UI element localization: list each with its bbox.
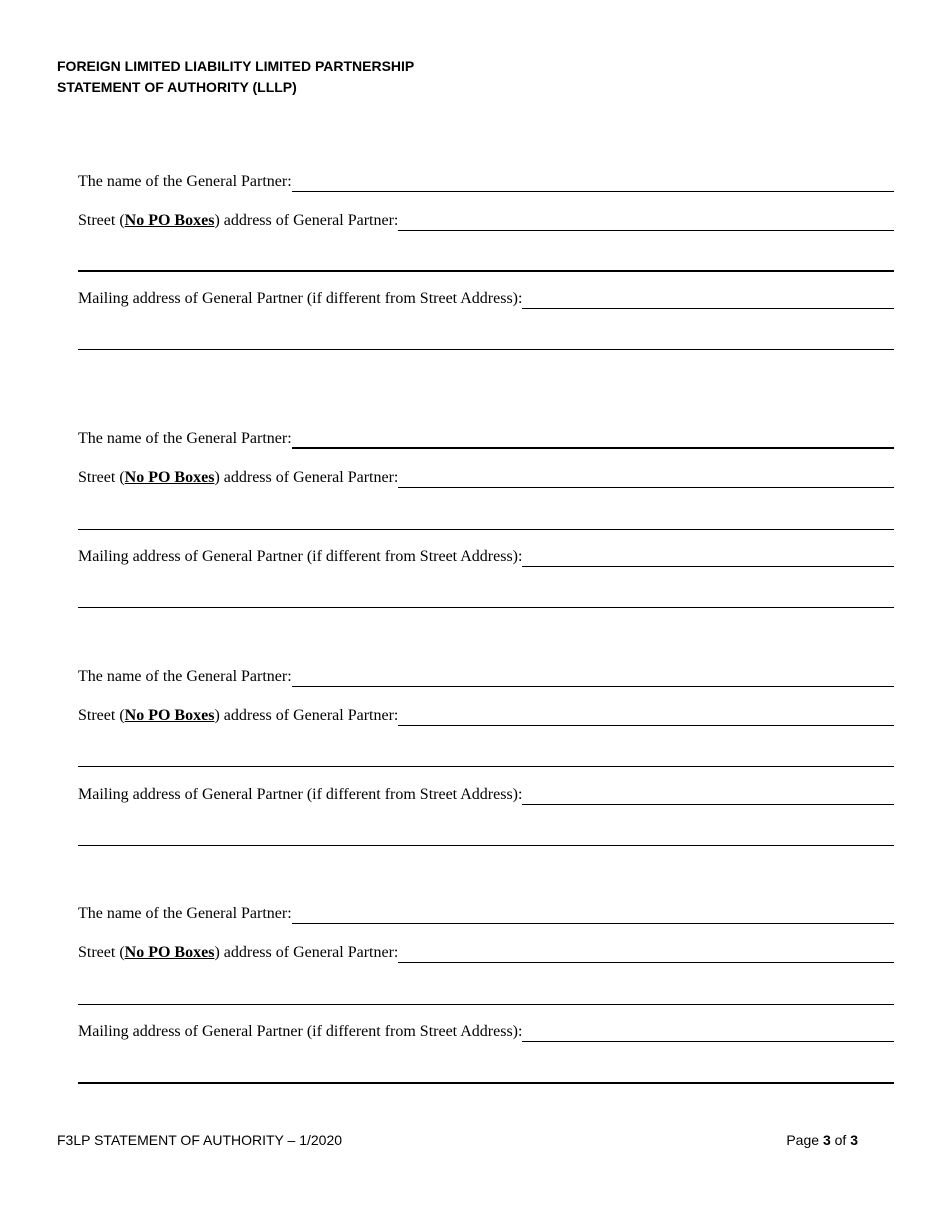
partner-3-name-row (78, 667, 894, 691)
partner-3-name-field[interactable] (292, 686, 894, 687)
street-address-label: Street (No PO Boxes) address of General Partner: (78, 944, 399, 961)
partner-3-street-field[interactable] (398, 725, 894, 726)
form-title-line-1: FOREIGN LIMITED LIABILITY LIMITED PARTNERSHIP (57, 58, 415, 74)
no-po-boxes-emphasis: No PO Boxes (124, 469, 215, 486)
partner-4-name-row (78, 904, 894, 928)
partner-4-street-field[interactable] (398, 962, 894, 963)
partner-1-street-field[interactable] (398, 230, 894, 231)
form-header (57, 56, 414, 98)
partner-3-mailing-field[interactable] (522, 804, 894, 805)
partner-2-street-field-line-2[interactable] (78, 529, 894, 530)
partner-4-street-field-line-2[interactable] (78, 1004, 894, 1005)
partner-2-mailing-field-line-2[interactable] (78, 607, 894, 608)
street-address-label: Street (No PO Boxes) address of General Partner: (78, 212, 399, 229)
partner-name-label: The name of the General Partner: (78, 430, 292, 447)
mailing-address-label: Mailing address of General Partner (if different from Street Address): (78, 290, 523, 307)
mailing-address-label: Mailing address of General Partner (if different from Street Address): (78, 1023, 523, 1040)
page-number: Page 3 of 3 (786, 1132, 858, 1148)
partner-3-street-row (78, 706, 894, 730)
partner-2-street-field[interactable] (398, 487, 894, 488)
partner-1-name-field[interactable] (292, 191, 894, 192)
partner-4-mailing-row (78, 1022, 894, 1046)
partner-3-mailing-row (78, 785, 894, 809)
mailing-address-label: Mailing address of General Partner (if different from Street Address): (78, 786, 523, 803)
street-address-label: Street (No PO Boxes) address of General Partner: (78, 469, 399, 486)
partner-1-name-row (78, 172, 894, 196)
partner-4-street-row (78, 943, 894, 967)
street-address-label: Street (No PO Boxes) address of General Partner: (78, 707, 399, 724)
partner-1-mailing-field[interactable] (522, 308, 894, 309)
partner-2-name-field[interactable] (292, 447, 894, 449)
partner-1-mailing-field-line-2[interactable] (78, 349, 894, 350)
partner-4-mailing-field[interactable] (522, 1041, 894, 1042)
no-po-boxes-emphasis: No PO Boxes (124, 212, 215, 229)
partner-4-mailing-field-line-2[interactable] (78, 1082, 894, 1084)
partner-3-street-field-line-2[interactable] (78, 766, 894, 767)
partner-1-street-field-line-2[interactable] (78, 270, 894, 272)
no-po-boxes-emphasis: No PO Boxes (124, 944, 215, 961)
partner-name-label: The name of the General Partner: (78, 905, 292, 922)
partner-name-label: The name of the General Partner: (78, 173, 292, 190)
form-title-line-2: STATEMENT OF AUTHORITY (LLLP) (57, 79, 297, 95)
form-id-footer: F3LP STATEMENT OF AUTHORITY – 1/2020 (57, 1132, 343, 1148)
mailing-address-label: Mailing address of General Partner (if different from Street Address): (78, 548, 523, 565)
partner-2-street-row (78, 468, 894, 492)
partner-1-mailing-row (78, 289, 894, 313)
partner-1-street-row (78, 211, 894, 235)
partner-2-mailing-field[interactable] (522, 566, 894, 567)
partner-2-name-row (78, 429, 894, 453)
partner-4-name-field[interactable] (292, 923, 894, 924)
partner-2-mailing-row (78, 547, 894, 571)
total-pages: 3 (850, 1132, 858, 1148)
partner-name-label: The name of the General Partner: (78, 668, 292, 685)
partner-3-mailing-field-line-2[interactable] (78, 845, 894, 846)
current-page: 3 (822, 1132, 831, 1148)
no-po-boxes-emphasis: No PO Boxes (124, 707, 215, 724)
